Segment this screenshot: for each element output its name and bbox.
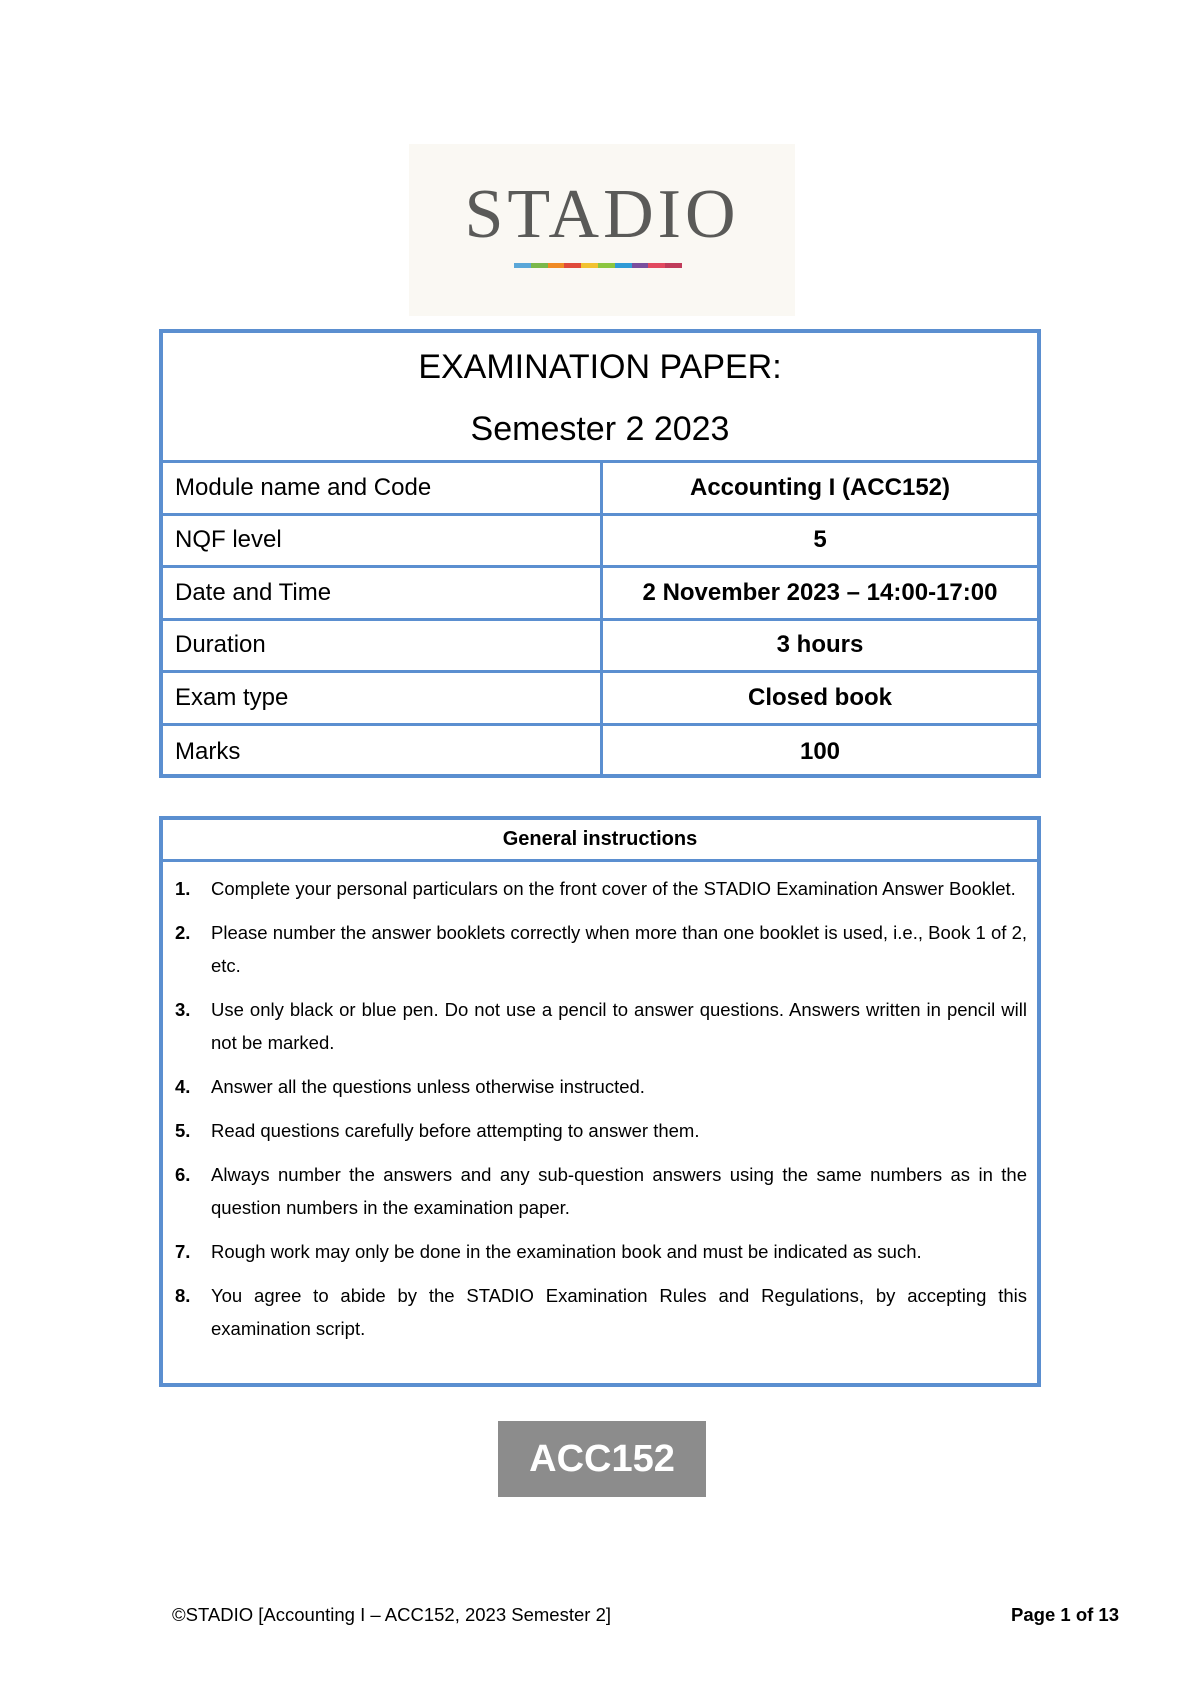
detail-value: Closed book xyxy=(747,683,892,711)
footer-page-number xyxy=(1011,1604,1119,1626)
instruction-text: Use only black or blue pen. Do not use a pencil to answer questions. Answers written in pencil will not be marked. xyxy=(211,999,1027,1053)
instruction-number: 4. xyxy=(175,1076,191,1097)
instruction-number: 3. xyxy=(175,999,191,1020)
detail-row-date xyxy=(163,568,1037,621)
logo-wordmark: STADIO xyxy=(464,176,740,253)
stadio-logo xyxy=(409,144,795,316)
instruction-item xyxy=(175,993,1027,1059)
instruction-item xyxy=(175,1070,1027,1103)
logo-color-stripe xyxy=(514,263,682,268)
module-code-badge: ACC152 xyxy=(498,1421,706,1497)
instruction-item xyxy=(175,872,1027,905)
instruction-number: 1. xyxy=(175,878,191,899)
logo-stripe-segment xyxy=(648,263,665,268)
instruction-item xyxy=(175,1279,1027,1345)
instruction-number: 2. xyxy=(175,922,191,943)
detail-row-marks xyxy=(163,726,1037,779)
instruction-text: Rough work may only be done in the examination book and must be indicated as such. xyxy=(211,1241,922,1262)
detail-row-module xyxy=(163,463,1037,516)
instruction-text: Answer all the questions unless otherwise instructed. xyxy=(211,1076,645,1097)
logo-stripe-segment xyxy=(531,263,548,268)
instruction-number: 5. xyxy=(175,1120,191,1141)
instruction-text: You agree to abide by the STADIO Examination Rules and Regulations, by accepting this examination script. xyxy=(211,1285,1027,1339)
logo-stripe-segment xyxy=(615,263,632,268)
detail-row-exam-type xyxy=(163,673,1037,726)
detail-value: 3 hours xyxy=(776,631,864,659)
instruction-number: 8. xyxy=(175,1285,191,1306)
instruction-text: Read questions carefully before attempting to answer them. xyxy=(211,1120,700,1141)
logo-stripe-segment xyxy=(564,263,581,268)
instruction-text: Always number the answers and any sub-question answers using the same numbers as in the question numbers in the examination paper. xyxy=(211,1164,1027,1218)
detail-value: 100 xyxy=(799,737,841,765)
instruction-item xyxy=(175,916,1027,982)
page-current: 1 xyxy=(1060,1604,1071,1625)
logo-stripe-segment xyxy=(548,263,565,268)
instruction-item xyxy=(175,1158,1027,1224)
general-instructions-table xyxy=(159,816,1041,1387)
instructions-heading: General instructions xyxy=(163,820,1037,862)
instruction-item xyxy=(175,1114,1027,1147)
logo-stripe-segment xyxy=(581,263,598,268)
detail-value: 5 xyxy=(813,526,827,554)
detail-label: Marks xyxy=(163,726,603,779)
logo-stripe-segment xyxy=(598,263,615,268)
instruction-number: 6. xyxy=(175,1164,191,1185)
detail-value: Accounting I (ACC152) xyxy=(689,473,950,501)
instruction-text: Please number the answer booklets correctly when more than one booklet is used, i.e., Book 1 of 2, etc. xyxy=(211,922,1027,976)
detail-row-duration xyxy=(163,621,1037,674)
exam-details-table xyxy=(159,329,1041,778)
detail-label: Module name and Code xyxy=(163,463,603,513)
instruction-number: 7. xyxy=(175,1241,191,1262)
exam-semester: Semester 2 2023 xyxy=(470,410,730,448)
exam-header xyxy=(163,333,1037,463)
detail-label: Exam type xyxy=(163,673,603,723)
detail-value: 2 November 2023 – 14:00-17:00 xyxy=(642,578,998,606)
detail-label: Date and Time xyxy=(163,568,603,618)
instruction-text: Complete your personal particulars on the front cover of the STADIO Examination Answer Booklet. xyxy=(211,878,1016,899)
page-total: 13 xyxy=(1098,1604,1119,1625)
page-label: Page xyxy=(1011,1604,1056,1625)
footer-copyright: ©STADIO [Accounting I – ACC152, 2023 Semester 2] xyxy=(172,1604,612,1625)
detail-label: Duration xyxy=(163,621,603,671)
page-of: of xyxy=(1075,1604,1094,1625)
logo-stripe-segment xyxy=(632,263,649,268)
exam-title: EXAMINATION PAPER: xyxy=(418,348,782,386)
detail-label: NQF level xyxy=(163,516,603,566)
logo-stripe-segment xyxy=(514,263,531,268)
instruction-item xyxy=(175,1235,1027,1268)
detail-row-nqf xyxy=(163,516,1037,569)
instructions-list xyxy=(163,862,1037,1345)
logo-stripe-segment xyxy=(665,263,682,268)
